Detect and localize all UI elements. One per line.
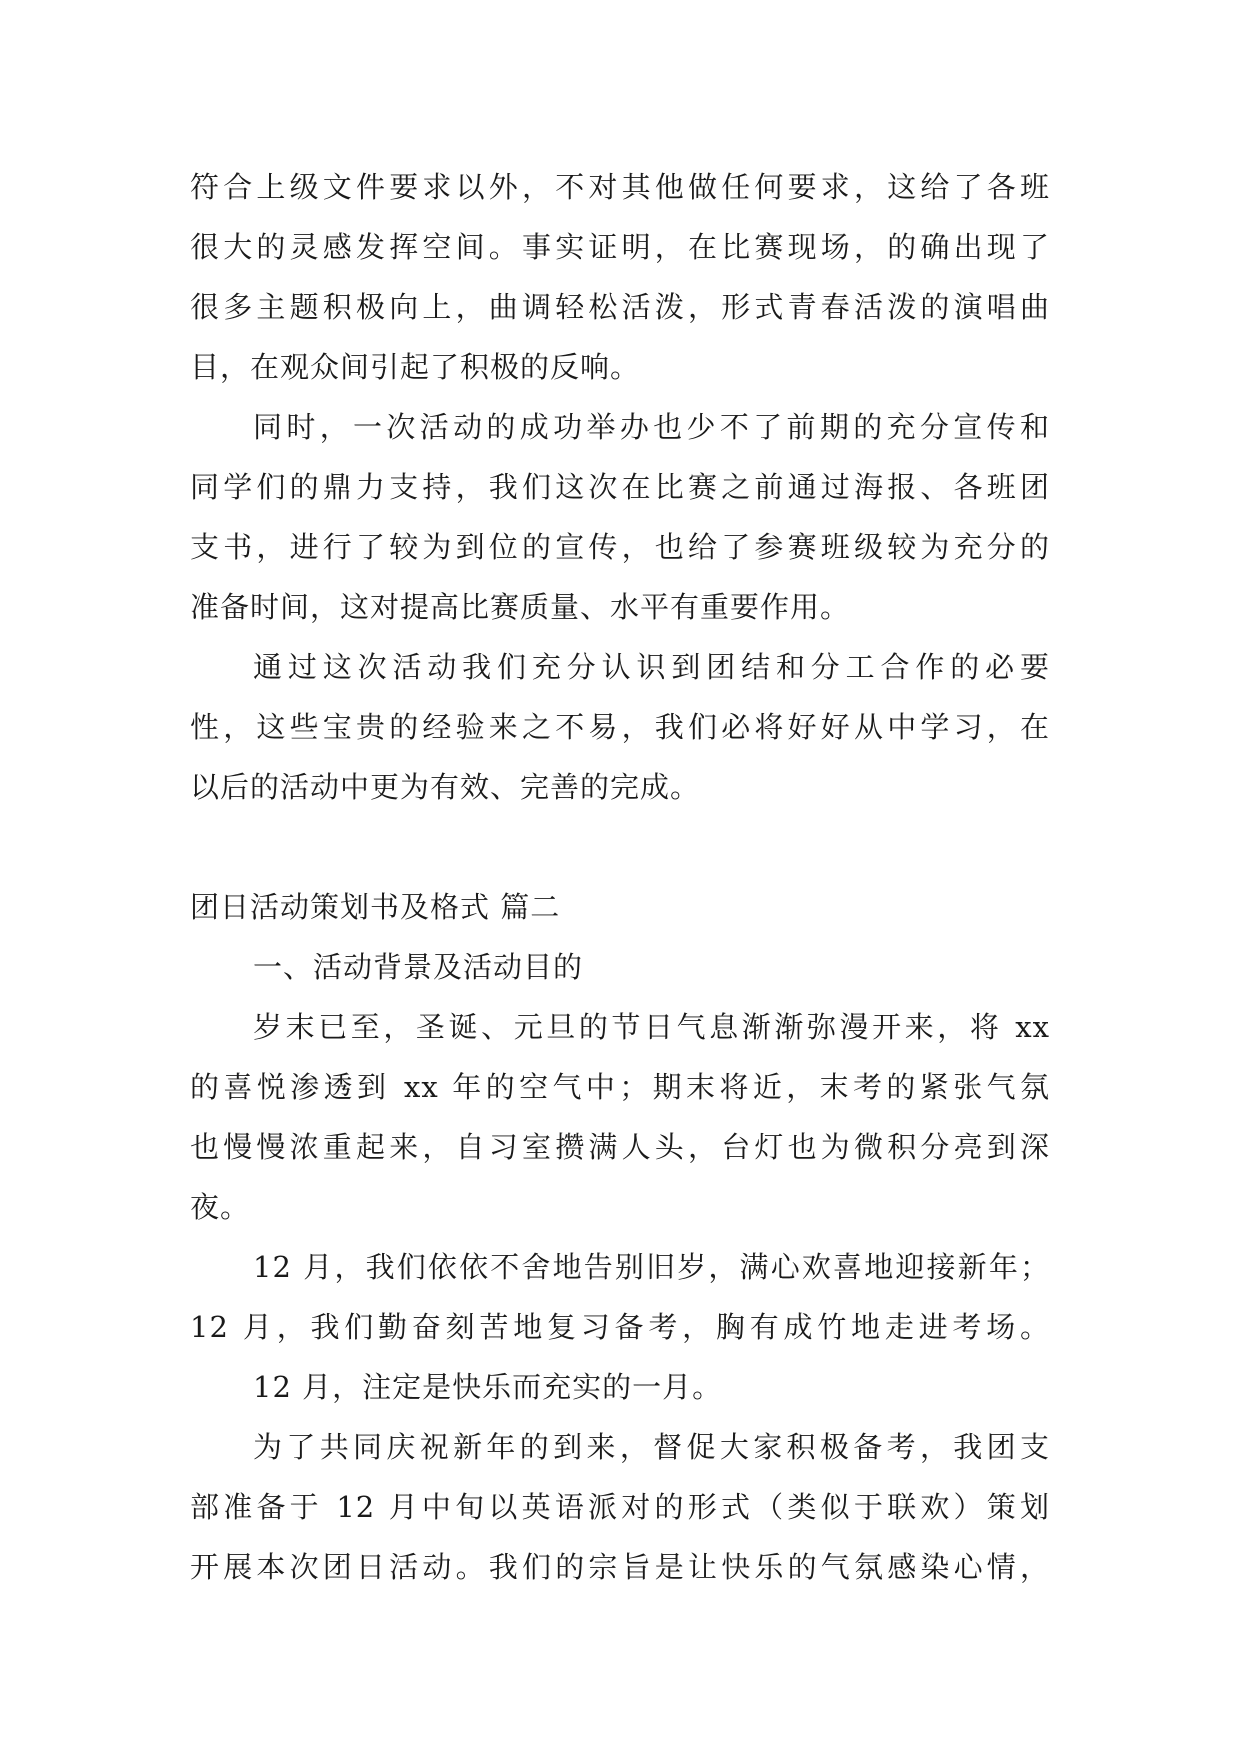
paragraph-line: 的喜悦渗透到 xx 年的空气中；期末将近，末考的紧张气氛 [190,1070,1050,1104]
paragraph-line: 很大的灵感发挥空间。事实证明，在比赛现场，的确出现了 [190,230,1050,264]
subheading: 一、活动背景及活动目的 [253,950,584,984]
paragraph-line: 目，在观众间引起了积极的反响。 [190,350,641,384]
paragraph-line: 通过这次活动我们充分认识到团结和分工合作的必要 [253,650,1050,684]
paragraph-line: 岁末已至，圣诞、元旦的节日气息渐渐弥漫开来，将 xx [253,1010,1050,1044]
paragraph-line: 部准备于 12 月中旬以英语派对的形式（类似于联欢）策划 [190,1490,1050,1524]
paragraph-line: 开展本次团日活动。我们的宗旨是让快乐的气氛感染心情， [190,1550,1050,1584]
paragraph-line: 以后的活动中更为有效、完善的完成。 [190,770,701,804]
paragraph-line: 也慢慢浓重起来，自习室攒满人头，台灯也为微积分亮到深 [190,1130,1050,1164]
paragraph-line: 同时，一次活动的成功举办也少不了前期的充分宣传和 [253,410,1050,444]
paragraph-line: 性，这些宝贵的经验来之不易，我们必将好好从中学习，在 [190,710,1050,744]
paragraph-line: 为了共同庆祝新年的到来，督促大家积极备考，我团支 [253,1430,1050,1464]
section-heading: 团日活动策划书及格式 篇二 [190,890,561,924]
paragraph-line: 很多主题积极向上，曲调轻松活泼，形式青春活泼的演唱曲 [190,290,1050,324]
paragraph-line: 符合上级文件要求以外，不对其他做任何要求，这给了各班 [190,170,1050,204]
paragraph-line: 12 月，注定是快乐而充实的一月。 [253,1370,723,1404]
paragraph-line: 12 月，我们依依不舍地告别旧岁，满心欢喜地迎接新年； [253,1250,1050,1284]
paragraph-line: 支书，进行了较为到位的宣传，也给了参赛班级较为充分的 [190,530,1050,564]
paragraph-line: 夜。 [190,1190,251,1224]
paragraph-line: 准备时间，这对提高比赛质量、水平有重要作用。 [190,590,851,624]
paragraph-line: 同学们的鼎力支持，我们这次在比赛之前通过海报、各班团 [190,470,1050,504]
paragraph-line: 12 月，我们勤奋刻苦地复习备考，胸有成竹地走进考场。 [190,1310,1050,1344]
